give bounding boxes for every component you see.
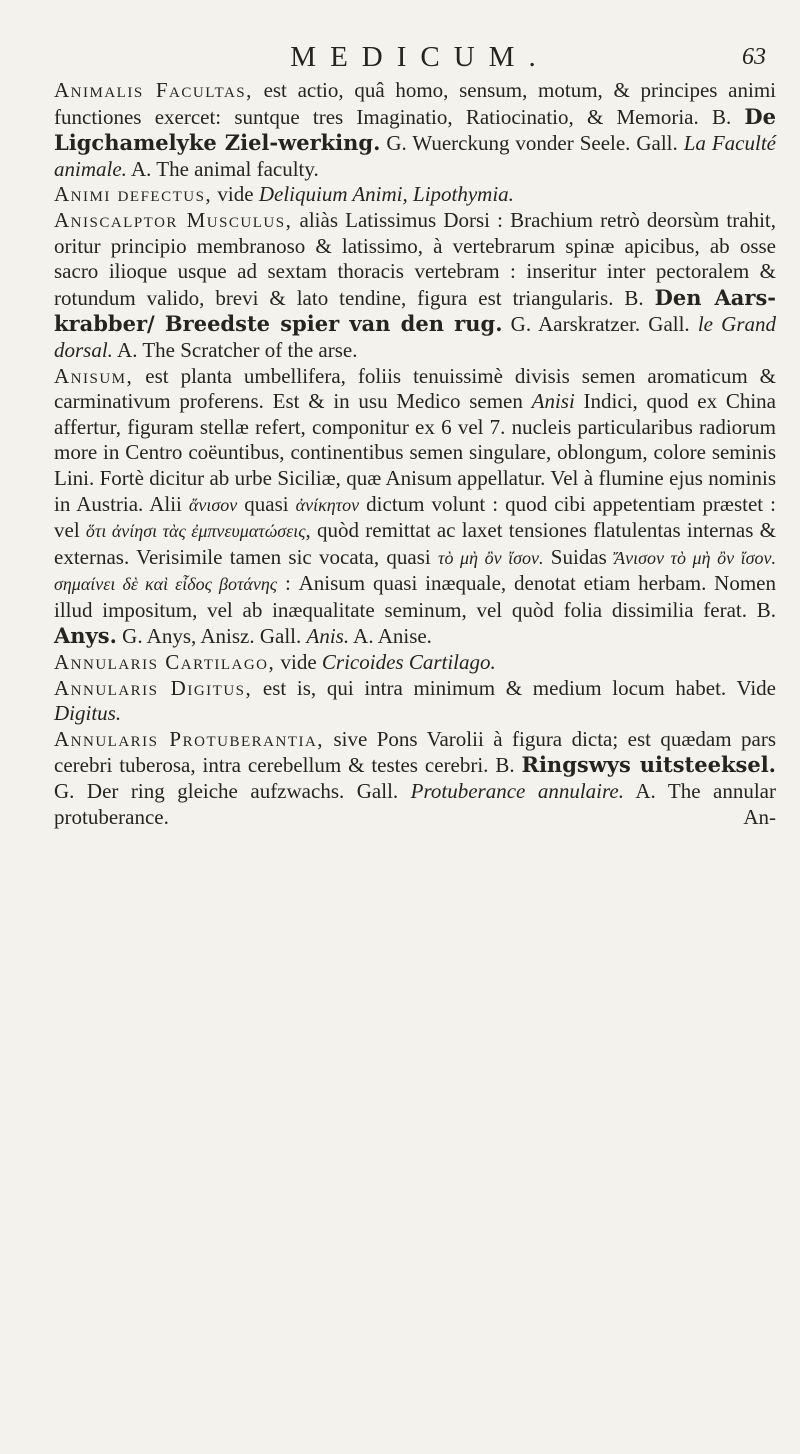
entry-text: dictum volunt : quod cibi appetentiam præstet : vel	[54, 491, 776, 543]
entry-text: vide	[275, 650, 322, 675]
entry-text: A. The Scratcher of the arse.	[112, 337, 358, 362]
entry-text: est planta umbellifera, foliis tenuissimè divisis semen aromaticum & carminativum proferens. Est & in usu Medico semen	[54, 363, 776, 414]
entry-text: G. Der ring gleiche aufzwachs. Gall.	[54, 779, 411, 804]
french-term: Protuberance annulaire.	[410, 779, 624, 804]
entry-annularis-protuberantia	[54, 727, 776, 830]
entry-text: A. The annular protuberance.	[54, 779, 776, 829]
dutch-term: Ringswys uitsteeksel.	[521, 752, 776, 778]
running-head: MEDICUM.	[290, 41, 550, 73]
entry-text: G. Aarskratzer. Gall.	[502, 312, 698, 337]
entry-text: quasi	[237, 491, 296, 516]
entry-text: est is, qui intra minimum & medium locum habet. Vide	[252, 675, 776, 700]
entry-text: : Anisum quasi inæquale, denotat etiam herbam. Nomen illud impositum, vel ab inæqualitate seminum, vel quòd folia dissimilia ferat. B.	[54, 571, 777, 622]
entry-text: G. Anys, Anisz. Gall.	[116, 624, 307, 649]
entry-text: Indici, quod ex China affertur, figuram stellæ refert, componitur ex 6 vel 7. nucleis particularibus radiorum more in Centro coëuntibus, continentibus semen singulare, oblongum, colore seminis Lini. Fortè dicitur ab urbe Siciliæ, quæ Anisum appellatur. Vel à flumine ejus nominis in Austria. Alii	[54, 389, 776, 516]
dutch-term: Anys.	[54, 623, 117, 649]
latin-term: Anisi	[531, 389, 575, 414]
headword: Aniscalptor Musculus,	[54, 207, 293, 232]
greek-quotation: Ἄνισον τὸ μὴ ὂν ἴσον. σημαίνει δὲ καὶ εἶδος βοτάνης	[54, 547, 777, 595]
entry-text: vide	[212, 182, 259, 207]
dutch-term: Den Aars-krabber/ Breedste spier van den rug.	[54, 284, 776, 337]
french-term: le Grand dorsal.	[54, 312, 776, 362]
entry-text: , quòd remittat ac laxet tensiones flatulentas internas & externas. Verisimile tamen sic vocata, quasi	[54, 518, 776, 569]
entry-animi-defectus	[54, 182, 776, 208]
cross-reference: Digitus.	[54, 701, 122, 726]
page-number: 63	[742, 44, 766, 70]
dictionary-text	[54, 78, 776, 830]
page-header	[60, 40, 780, 74]
greek-word: ἀνίκητον	[295, 494, 360, 515]
entry-animalis-facultas	[54, 78, 776, 182]
greek-word: ἄνισον	[188, 494, 238, 515]
headword: Annularis Cartilago,	[54, 650, 276, 675]
cross-reference: Cricoides Cartilago.	[321, 650, 496, 675]
entry-annularis-cartilago	[54, 650, 776, 676]
headword: Annularis Digitus,	[54, 675, 253, 700]
french-term: La Faculté animale.	[54, 131, 776, 181]
entry-text: A. The animal faculty.	[126, 156, 319, 181]
entry-text: G. Wuerckung vonder Seele. Gall.	[380, 131, 684, 156]
greek-phrase: τὸ μὴ ὂν ἴσον.	[438, 547, 544, 568]
entry-text: Suidas	[543, 544, 615, 569]
entry-text: sive Pons Varolii à figura dicta; est quædam pars cerebri tuberosa, intra cerebellum & testes cerebri. B.	[54, 726, 776, 778]
cross-reference: Deliquium Animi, Lipothymia.	[258, 182, 514, 207]
greek-phrase: ὅτι ἀνίησι τὰς ἐμπνευματώσεις	[85, 521, 306, 542]
headword: Animalis Facultas,	[54, 78, 253, 102]
entry-text: aliàs Latissimus Dorsi : Brachium retrò deorsùm trahit, oritur principio membranoso & latissimo, à vertebrarum spinæ apicibus, ab osse sacro ilioque usque ad sextam thoracis vertebram : inseritur inter pectoralem & rotundum valido, brevi & lato tendine, figura est triangularis. B.	[54, 207, 776, 310]
entry-text: est actio, quâ homo, sensum, motum, & principes animi functiones exercet: suntque tres Imaginatio, Ratiocinatio, & Memoria. B.	[54, 78, 776, 129]
entry-anisum	[54, 364, 776, 651]
headword: Animi defectus,	[54, 182, 213, 207]
headword: Annularis Protuberantia,	[54, 726, 325, 751]
entry-aniscalptor-musculus	[54, 208, 776, 364]
headword: Anisum,	[54, 363, 134, 388]
entry-text: A. Anise.	[349, 624, 432, 649]
entry-annularis-digitus	[54, 676, 776, 727]
dutch-term: De Ligchamelyke Ziel-werking.	[54, 103, 776, 156]
french-term: Anis.	[306, 624, 350, 649]
catchword: An-	[743, 804, 776, 829]
